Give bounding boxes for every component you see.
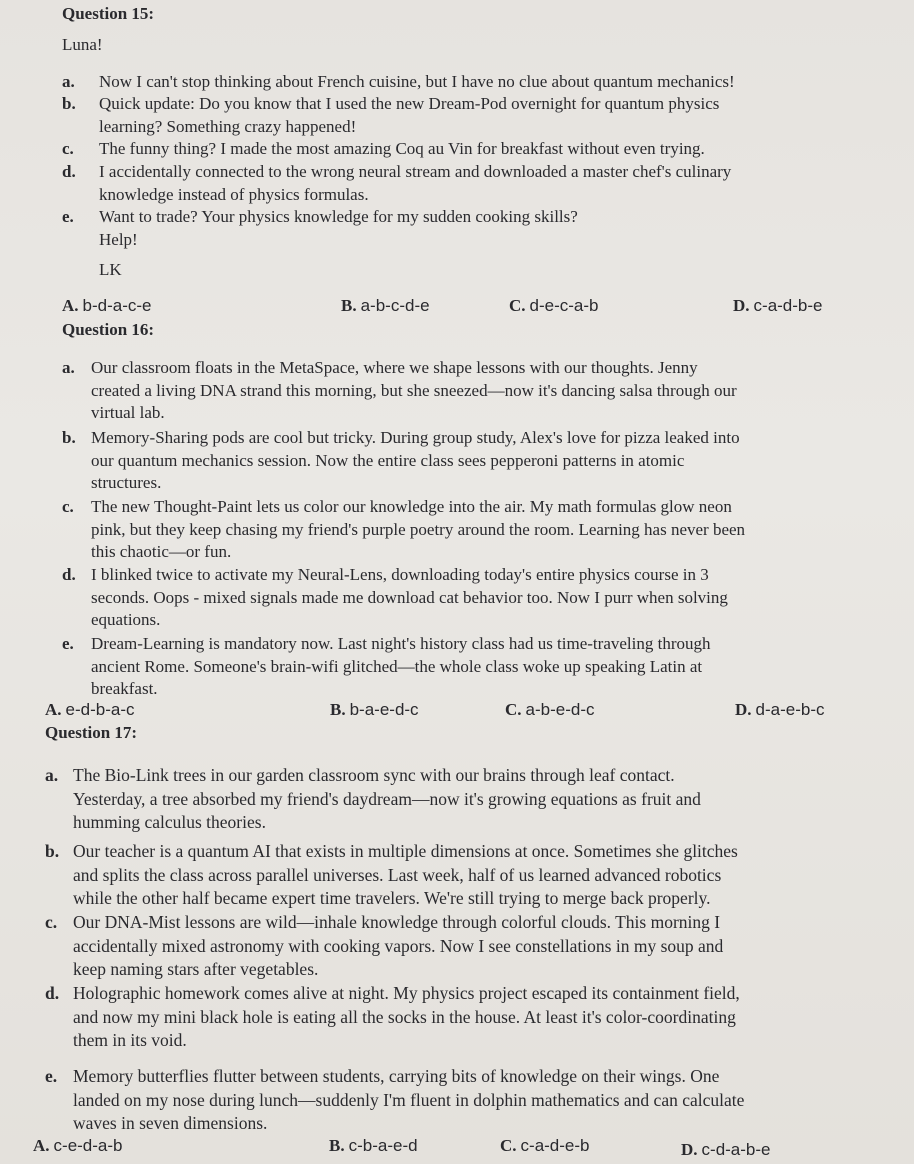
q17-statement-letter: c. <box>45 912 58 932</box>
q17-statement-line: humming calculus theories. <box>73 812 266 832</box>
q17-statement-line: Our teacher is a quantum AI that exists in multiple dimensions at once. Sometimes she glitches <box>73 841 738 861</box>
q16-statement-line: Our classroom floats in the MetaSpace, where we shape lessons with our thoughts. Jenny <box>91 358 698 377</box>
q17-statement-line: waves in seven dimensions. <box>73 1113 268 1133</box>
q17-statement-letter: b. <box>45 841 60 861</box>
q17-statement-line: accidentally mixed astronomy with cooking vapors. Now I see constellations in my soup and <box>73 935 724 956</box>
q15-option-c[interactable]: C. d-e-c-a-b <box>509 296 599 315</box>
q15-statement-line: Quick update: Do you know that I used the new Dream-Pod overnight for quantum physics <box>99 94 720 113</box>
q17-statement-line: and now my mini black hole is eating all the socks in the house. At least it's color-coordinating <box>73 1006 736 1027</box>
q15-statement-line: Help! <box>99 229 138 249</box>
q17-statement-letter: a. <box>45 765 59 785</box>
q16-statement-line: ancient Rome. Someone's brain-wifi glitched—the whole class woke up speaking Latin at <box>91 656 703 676</box>
q16-statement-letter: a. <box>62 358 75 377</box>
q17-option-a[interactable]: A. c-e-d-a-b <box>33 1136 123 1155</box>
q15-statement-line: The funny thing? I made the most amazing Coq au Vin for breakfast without even trying. <box>99 139 705 158</box>
q17-statement-line: Memory butterflies flutter between students, carrying bits of knowledge on their wings. One <box>73 1066 720 1086</box>
q16-statement-line: I blinked twice to activate my Neural-Lens, downloading today's entire physics course in 3 <box>91 565 709 584</box>
q17-statement-line: Holographic homework comes alive at night. My physics project escaped its containment field, <box>73 983 740 1003</box>
question-17-title: Question 17: <box>45 723 138 742</box>
q16-statement-line: Dream-Learning is mandatory now. Last night's history class had us time-traveling through <box>91 634 711 653</box>
q15-option-a[interactable]: A. b-d-a-c-e <box>62 296 152 315</box>
q17-statement-line: them in its void. <box>73 1030 187 1050</box>
q15-option-d[interactable]: D. c-a-d-b-e <box>733 296 823 315</box>
q15-statement-letter: b. <box>62 94 76 113</box>
q16-statement-line: this chaotic—or fun. <box>91 542 232 561</box>
q16-statement-letter: d. <box>62 565 76 584</box>
q16-option-b[interactable]: B. b-a-e-d-c <box>330 700 419 719</box>
q15-statement-letter: e. <box>62 207 74 226</box>
q17-statement-line: and splits the class across parallel universes. Last week, half of us learned advanced robotics <box>73 864 722 885</box>
q15-statement-line: Now I can't stop thinking about French cuisine, but I have no clue about quantum mechanics! <box>99 72 735 91</box>
q17-statement-line: keep naming stars after vegetables. <box>73 959 319 979</box>
question-16-title: Question 16: <box>62 320 155 339</box>
q17-statement-line: landed on my nose during lunch—suddenly I'm fluent in dolphin mathematics and can calculate <box>73 1089 745 1110</box>
q15-statement-letter: a. <box>62 72 75 91</box>
q15-option-b[interactable]: B. a-b-c-d-e <box>341 296 430 315</box>
q16-option-d[interactable]: D. d-a-e-b-c <box>735 700 825 719</box>
q15-statement-line: I accidentally connected to the wrong neural stream and downloaded a master chef's culinary <box>99 162 732 181</box>
q17-statement-line: Yesterday, a tree absorbed my friend's daydream—now it's growing equations as fruit and <box>73 788 701 809</box>
q16-option-c[interactable]: C. a-b-e-d-c <box>505 700 595 719</box>
q15-statement-letter: d. <box>62 162 76 181</box>
question-15-title: Question 15: <box>62 4 155 23</box>
q17-statement-line: Our DNA-Mist lessons are wild—inhale knowledge through colorful clouds. This morning I <box>73 912 721 932</box>
q15-greeting: Luna! <box>62 35 103 54</box>
q16-statement-line: The new Thought-Paint lets us color our knowledge into the air. My math formulas glow neon <box>91 497 732 516</box>
q16-statement-line: structures. <box>91 473 162 492</box>
q16-statement-letter: e. <box>62 634 74 653</box>
q16-statement-line: breakfast. <box>91 679 158 698</box>
q16-statement-letter: b. <box>62 428 76 447</box>
q16-statement-line: equations. <box>91 610 161 629</box>
q16-statement-line: seconds. Oops - mixed signals made me download cat behavior too. Now I purr when solving <box>91 587 728 607</box>
q17-statement-letter: e. <box>45 1066 58 1086</box>
q17-option-d[interactable]: D. c-d-a-b-e <box>681 1140 771 1159</box>
q16-statement-letter: c. <box>62 497 74 516</box>
q15-statement-line: knowledge instead of physics formulas. <box>99 184 369 204</box>
q15-statement-line: Want to trade? Your physics knowledge for my sudden cooking skills? <box>99 207 578 226</box>
q17-statement-letter: d. <box>45 983 60 1003</box>
q17-statement-line: while the other half became expert time travelers. We're still trying to merge back properly. <box>73 888 711 908</box>
q16-statement-line: created a living DNA strand this morning, but she sneezed—now it's dancing salsa through our <box>91 380 737 400</box>
q17-statement-line: The Bio-Link trees in our garden classroom sync with our brains through leaf contact. <box>73 765 675 785</box>
q15-statement-letter: c. <box>62 139 74 158</box>
q16-statement-line: virtual lab. <box>91 403 165 422</box>
q16-statement-line: Memory-Sharing pods are cool but tricky. During group study, Alex's love for pizza leaked into <box>91 428 740 447</box>
q15-statement-line: learning? Something crazy happened! <box>99 116 357 136</box>
q15-signoff: LK <box>99 260 122 279</box>
q17-option-b[interactable]: B. c-b-a-e-d <box>329 1136 418 1155</box>
q17-option-c[interactable]: C. c-a-d-e-b <box>500 1136 590 1155</box>
q16-statement-line: our quantum mechanics session. Now the entire class sees pepperoni patterns in atomic <box>91 450 685 470</box>
q16-statement-line: pink, but they keep chasing my friend's purple poetry around the room. Learning has never been <box>91 519 746 539</box>
q16-option-a[interactable]: A. e-d-b-a-c <box>45 700 135 719</box>
